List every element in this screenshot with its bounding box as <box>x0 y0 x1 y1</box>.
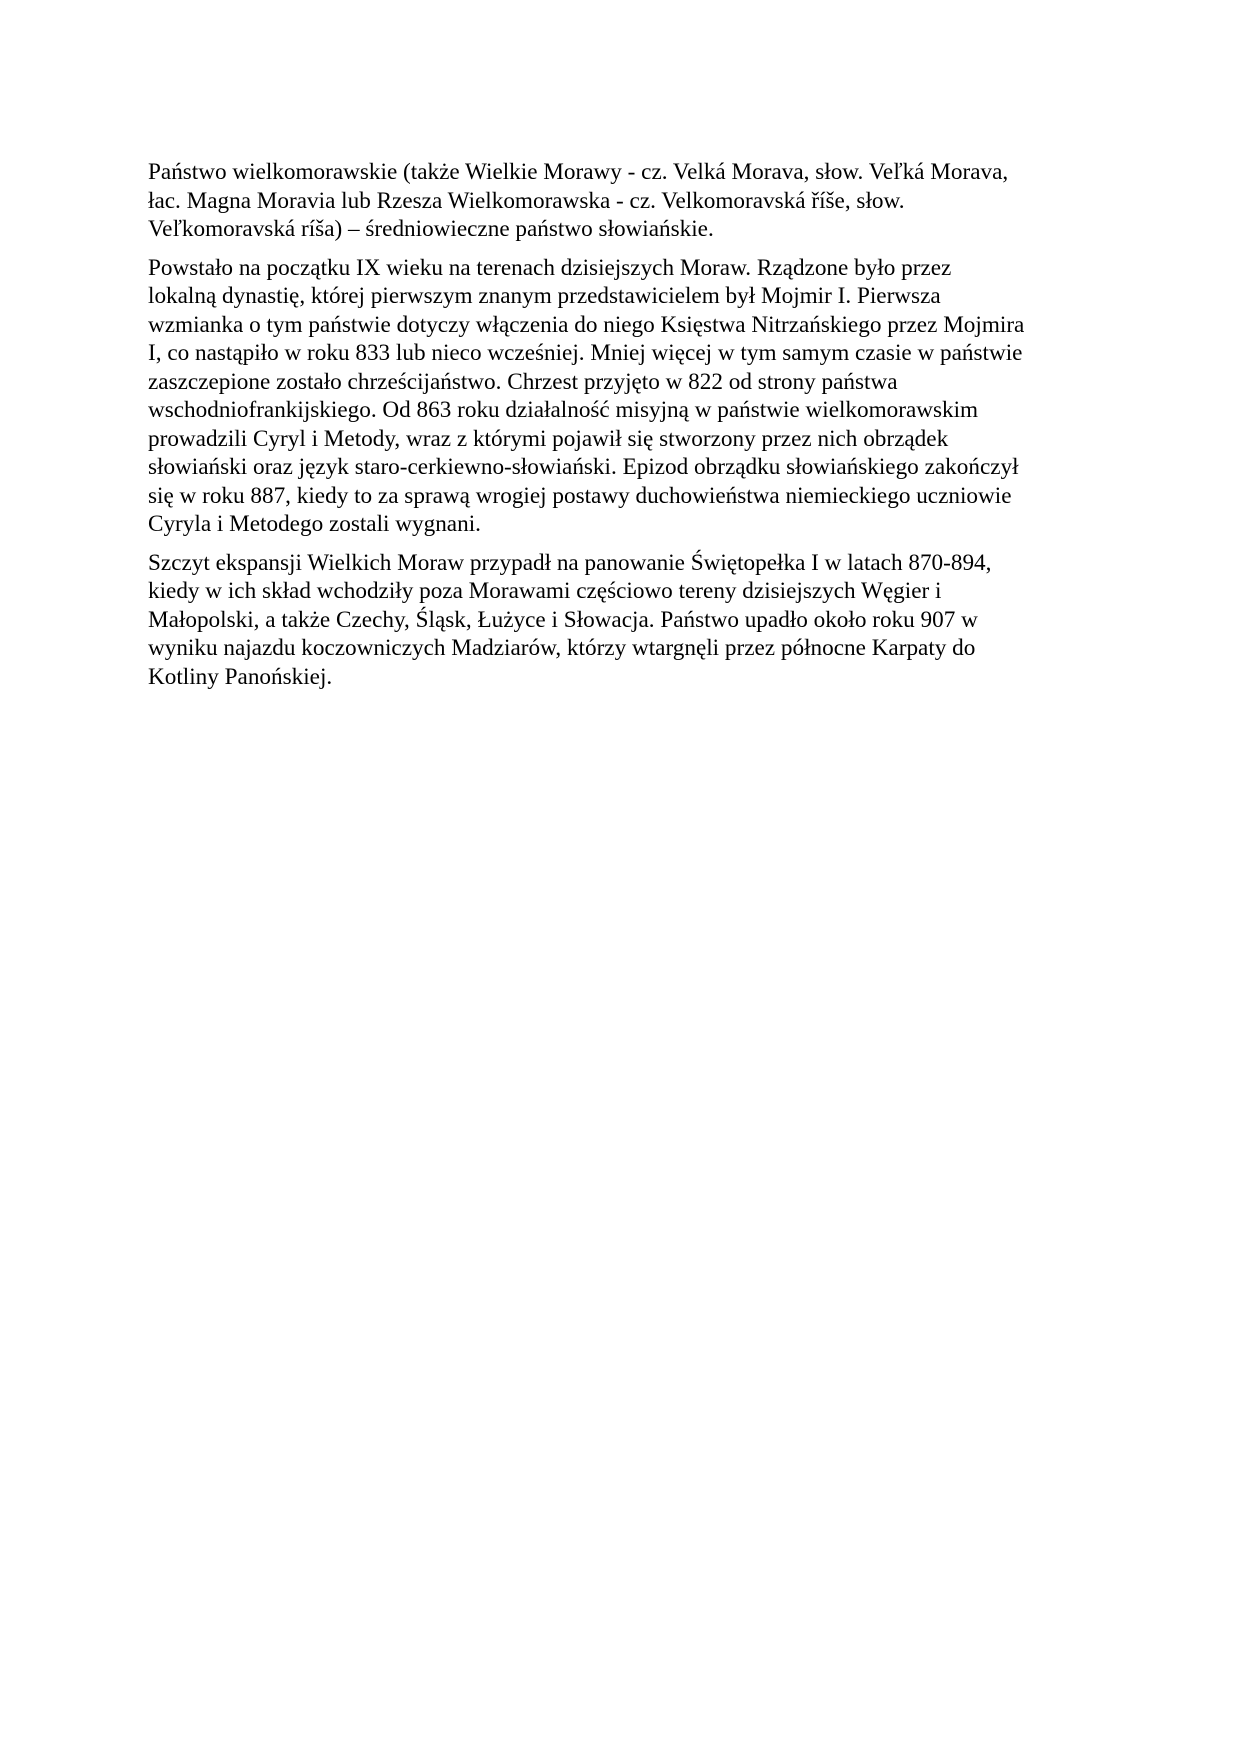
text-line: lokalną dynastię, której pierwszym znanym przedstawicielem był Mojmir I. Pierwsza <box>148 283 941 309</box>
paragraph-intro <box>148 158 1096 244</box>
text-line: wschodniofrankijskiego. Od 863 roku działalność misyjną w państwie wielkomorawskim <box>148 397 979 423</box>
text-line: się w roku 887, kiedy to za sprawą wrogiej postawy duchowieństwa niemieckiego uczniowie <box>148 482 1012 509</box>
text-line: słowiański oraz język staro-cerkiewno-słowiański. Epizod obrządku słowiańskiego zakończył <box>148 454 1019 480</box>
text-line: prowadzili Cyryl i Metody, wraz z którymi pojawił się stworzony przez nich obrządek <box>148 425 949 452</box>
text-line: Veľkomoravská ríša) – średniowieczne państwo słowiańskie. <box>148 216 714 242</box>
text-line: Państwo wielkomorawskie (także Wielkie Morawy - cz. Velká Morava, słow. Veľká Morava, <box>148 159 1009 185</box>
text-line: Powstało na początku IX wieku na terenach dzisiejszych Moraw. Rządzone było przez <box>148 254 952 281</box>
text-line: I, co nastąpiło w roku 833 lub nieco wcześniej. Mniej więcej w tym samym czasie w państwie <box>148 340 1023 366</box>
text-line: wzmianka o tym państwie dotyczy włączenia do niego Księstwa Nitrzańskiego przez Mojmira <box>148 311 1025 338</box>
text-line: Cyryla i Metodego zostali wygnani. <box>148 511 481 537</box>
document-body <box>148 158 1096 701</box>
text-line: wyniku najazdu koczowniczych Madziarów, którzy wtargnęli przez północne Karpaty do <box>148 635 976 661</box>
text-line: zaszczepione zostało chrześcijaństwo. Chrzest przyjęto w 822 od strony państwa <box>148 368 898 395</box>
paragraph-history <box>148 254 1096 539</box>
text-line: łac. Magna Moravia lub Rzesza Wielkomorawska - cz. Velkomoravská říše, słow. <box>148 187 905 214</box>
text-line: kiedy w ich skład wchodziły poza Morawami częściowo tereny dzisiejszych Węgier i <box>148 578 942 604</box>
text-line: Kotliny Panońskiej. <box>148 663 333 690</box>
text-line: Małopolski, a także Czechy, Śląsk, Łużyce i Słowacja. Państwo upadło około roku 907 w <box>148 606 978 633</box>
paragraph-expansion <box>148 549 1096 692</box>
text-line: Szczyt ekspansji Wielkich Moraw przypadł na panowanie Świętopełka I w latach 870-894, <box>148 549 992 576</box>
